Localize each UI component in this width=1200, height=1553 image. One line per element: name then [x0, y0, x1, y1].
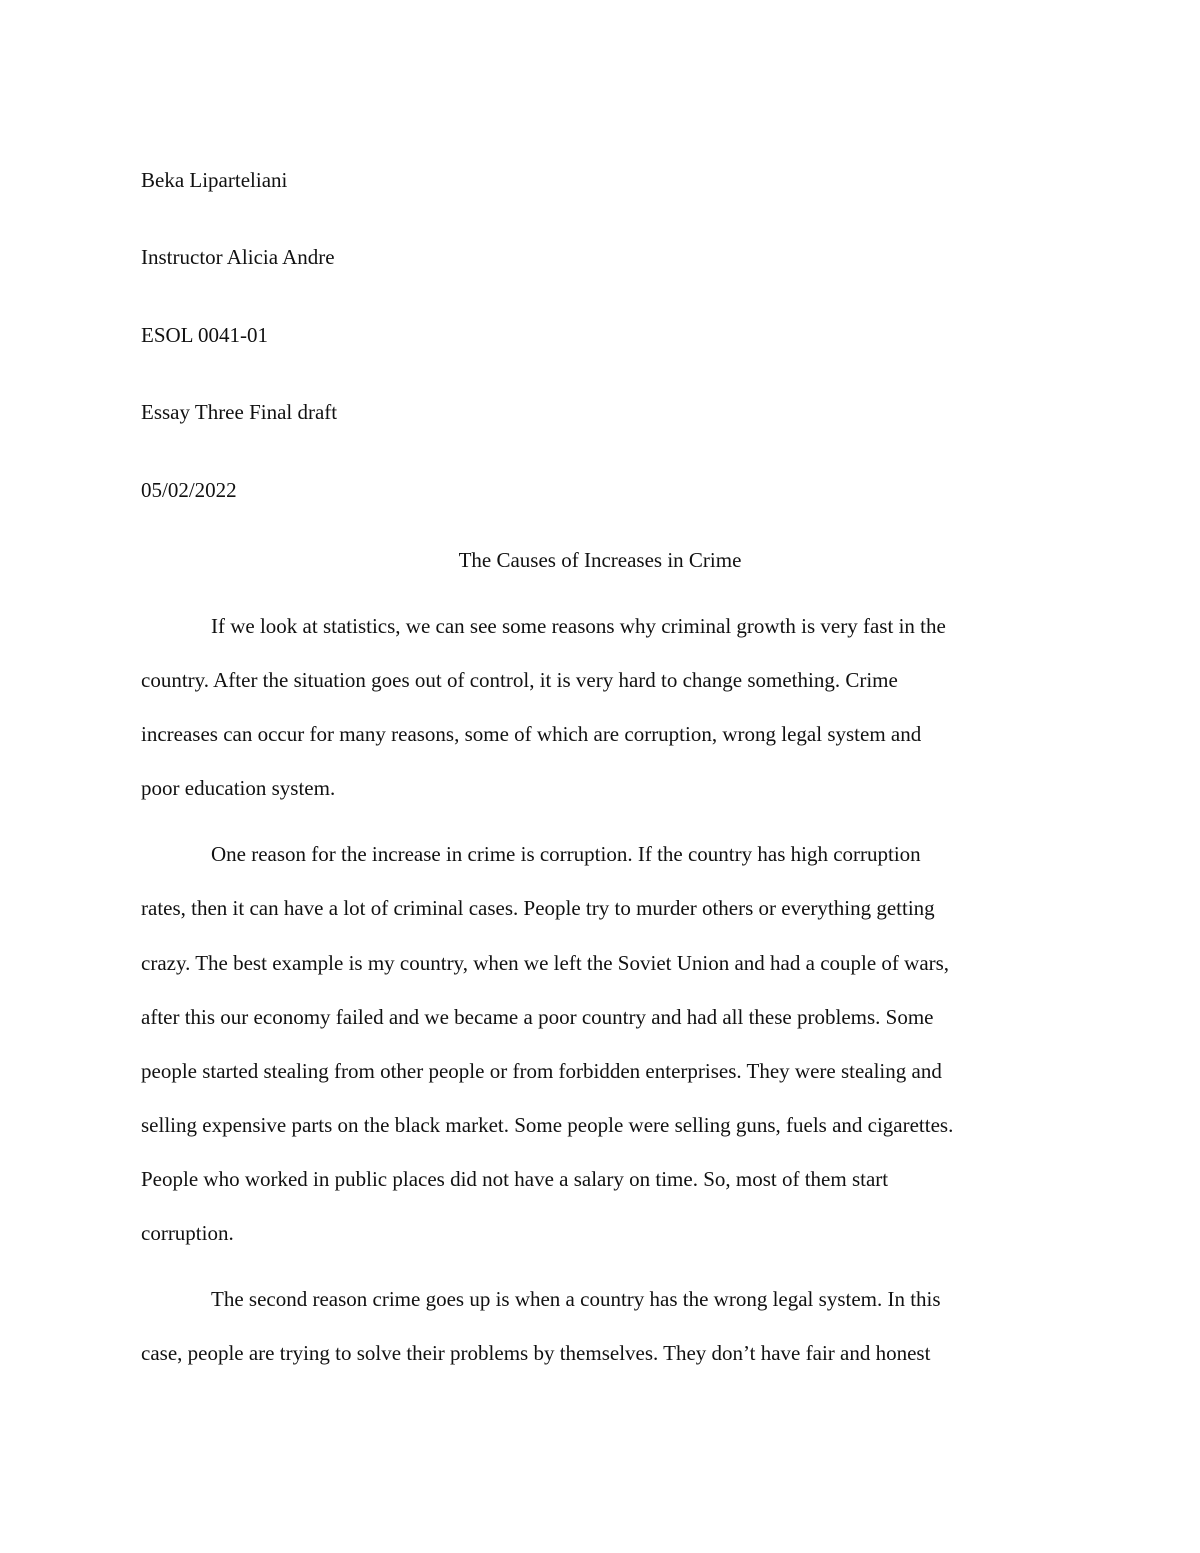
submission-date: 05/02/2022 [141, 478, 237, 502]
paragraph-1-line-2: country. After the situation goes out of control, it is very hard to change something. Crime [141, 668, 898, 692]
paragraph-2-line-6: selling expensive parts on the black market. Some people were selling guns, fuels and cigarettes. [141, 1113, 954, 1137]
paragraph-2-line-5: people started stealing from other people or from forbidden enterprises. They were stealing and [141, 1059, 942, 1083]
paragraph-2-line-1: One reason for the increase in crime is corruption. If the country has high corruption [211, 842, 921, 866]
paragraph-1-line-1: If we look at statistics, we can see some reasons why criminal growth is very fast in the [211, 614, 946, 638]
paragraph-2-line-2: rates, then it can have a lot of criminal cases. People try to murder others or everything getting [141, 896, 935, 920]
paragraph-3-line-1: The second reason crime goes up is when a country has the wrong legal system. In this [211, 1287, 941, 1311]
paragraph-2-line-4: after this our economy failed and we became a poor country and had all these problems. Some [141, 1005, 934, 1029]
student-name: Beka Liparteliani [141, 168, 288, 192]
paragraph-2-line-3: crazy. The best example is my country, when we left the Soviet Union and had a couple of wars, [141, 951, 950, 975]
paragraph-1-line-3: increases can occur for many reasons, some of which are corruption, wrong legal system and [141, 722, 922, 746]
paragraph-1-line-4: poor education system. [141, 776, 336, 800]
assignment-name: Essay Three Final draft [141, 400, 338, 424]
course-code: ESOL 0041-01 [141, 323, 268, 347]
paragraph-3-line-2: case, people are trying to solve their problems by themselves. They don’t have fair and honest [141, 1341, 931, 1365]
paragraph-2-line-8: corruption. [141, 1221, 234, 1245]
essay-title: The Causes of Increases in Crime [458, 548, 742, 572]
paragraph-2-line-7: People who worked in public places did not have a salary on time. So, most of them start [141, 1167, 889, 1191]
instructor-name: Instructor Alicia Andre [141, 245, 335, 269]
